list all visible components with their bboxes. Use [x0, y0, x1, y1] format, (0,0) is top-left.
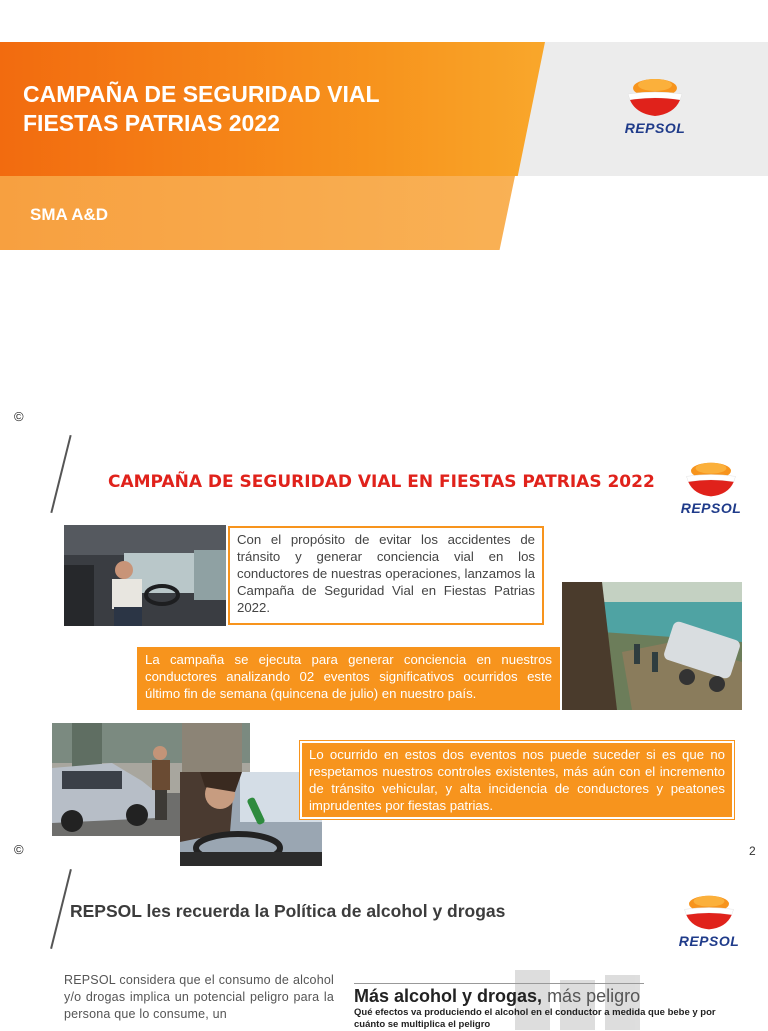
repsol-logo-text: REPSOL — [680, 500, 742, 516]
copyright-mark: © — [14, 842, 24, 857]
consequence-text-box: Lo ocurrido en estos dos eventos nos puede suceder si es que no respetamos nuestros controles existentes, más aún con el incremento de tránsito vehicular, y alta incidencia de conductores y peatones imprudentes por fiestas patrias. — [300, 741, 734, 819]
repsol-logo — [668, 460, 754, 516]
infographic-heading-bold: Más alcohol y drogas, — [354, 986, 543, 1006]
repsol-logo — [610, 76, 700, 136]
heading-rule — [354, 983, 644, 984]
page-number: 2 — [749, 844, 756, 858]
decorative-slash — [50, 869, 72, 949]
slide1-subtitle: SMA A&D — [30, 205, 109, 224]
truck-driver-photo — [64, 525, 226, 626]
repsol-logo-text: REPSOL — [624, 120, 686, 136]
slide1-title: CAMPAÑA DE SEGURIDAD VIAL FIESTAS PATRIAS 2022 — [23, 81, 380, 136]
repsol-flame-icon — [680, 893, 738, 933]
decorative-slash — [50, 435, 71, 513]
repsol-flame-icon — [682, 460, 740, 500]
repsol-logo — [666, 893, 752, 949]
repsol-logo-text: REPSOL — [678, 933, 740, 949]
intro-text-box: Con el propósito de evitar los accidentes de tránsito y generar conciencia vial en los conductores de nuestras operaciones, lanzamos la Campaña de Seguridad Vial en Fiestas Patrias 2022. — [228, 526, 544, 625]
policy-body-text: REPSOL considera que el consumo de alcohol y/o drogas implica un potencial peligro para la persona que lo consume, un — [64, 973, 334, 1021]
campaign-text-box: La campaña se ejecuta para generar conciencia en nuestros conductores analizando 02 eventos significativos ocurridos este último fin de semana (quincena de julio) en nuestro país. — [137, 647, 560, 710]
copyright-mark: © — [14, 409, 24, 424]
slide3-title: REPSOL les recuerda la Política de alcohol y drogas — [70, 901, 506, 921]
infographic-subtext: Qué efectos va produciendo el alcohol en el conductor a medida que bebe y por cuánto se multiplica el peligro — [354, 1007, 716, 1030]
river-accident-photo — [562, 582, 742, 710]
slide2-title: CAMPAÑA DE SEGURIDAD VIAL EN FIESTAS PATRIAS 2022 — [108, 472, 655, 492]
infographic-heading-light: más peligro — [542, 986, 641, 1006]
infographic-heading — [354, 986, 640, 1007]
repsol-flame-icon — [624, 76, 686, 120]
